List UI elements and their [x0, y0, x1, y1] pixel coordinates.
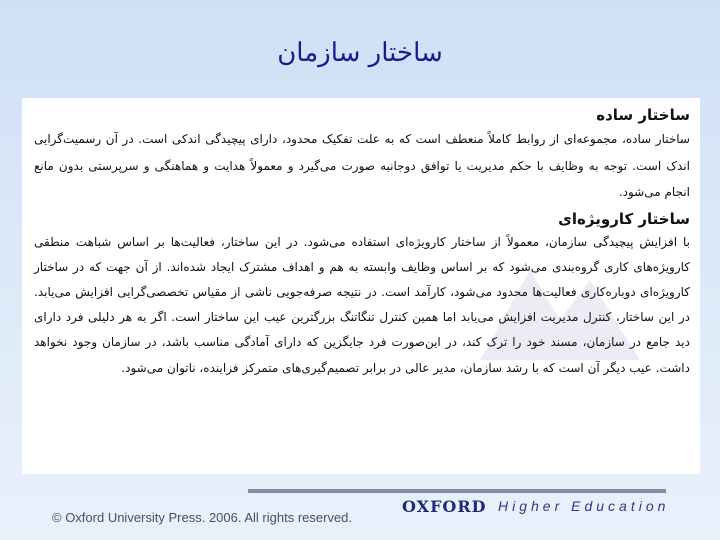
copyright-notice: © Oxford University Press. 2006. All rights reserved.: [52, 510, 353, 525]
publisher-subtitle: Higher Education: [498, 498, 670, 514]
paragraph-functional: با افزایش پیچیدگی سازمان، معمولاً از ساختار کارویژه‌ای استفاده می‌شود. در این ساختار، فعالیت‌ها بر اساس شباهت منطقی کارویژه‌های کاری گروه‌بندی می‌شود که بر اساس وظایف وابسته به هم و اهداف مشترک ایجاد شده‌اند. از آن جهت که در ساختار کارویژه‌ای دوباره‌کاری فعالیت‌ها محدود می‌شود، کارآمد است. در نتیجه صرفه‌جویی ناشی از مقیاس تخصصی‌گرایی افزایش می‌یابد. در این ساختار، کنترل مدیریت افزایش می‌یابد اما همین کنترل تنگاتنگ بزرگترین عیب این ساختار است. اگر به هر دلیلی فرد دارای دید جامع در سازمان، مسند خود را ترک کند، در این‌صورت فرد جایگزین که دارای آمادگی مناسب باشد، در سازمان وجود نخواهد داشت. عیب دیگر آن است که با رشد سازمان، مدیر عالی در برابر تصمیم‌گیری‌های متمرکز فزاینده، ناتوان می‌شود.: [34, 234, 690, 375]
paragraph-simple: ساختار ساده، مجموعه‌ای از روابط کاملاً منعطف است که به علت تفکیک محدود، دارای پیچیدگی اندکی است. در آن رسمیت‌گرایی اندک است. توجه به وظایف با حکم مدیریت یا توافق دوجانبه صورت می‌گیرد و معمولاً هدایت و هماهنگی و سرپرستی بدون مانع انجام می‌شود.: [34, 132, 690, 199]
slide-title: ساختار سازمان: [277, 38, 443, 68]
footer-divider: [248, 489, 666, 493]
publisher-logo: OXFORD: [402, 497, 487, 516]
content-box: [22, 98, 700, 474]
section-heading-functional: ساختار کارویژه‌ای: [558, 209, 690, 228]
section-heading-simple: ساختار ساده: [596, 106, 690, 124]
